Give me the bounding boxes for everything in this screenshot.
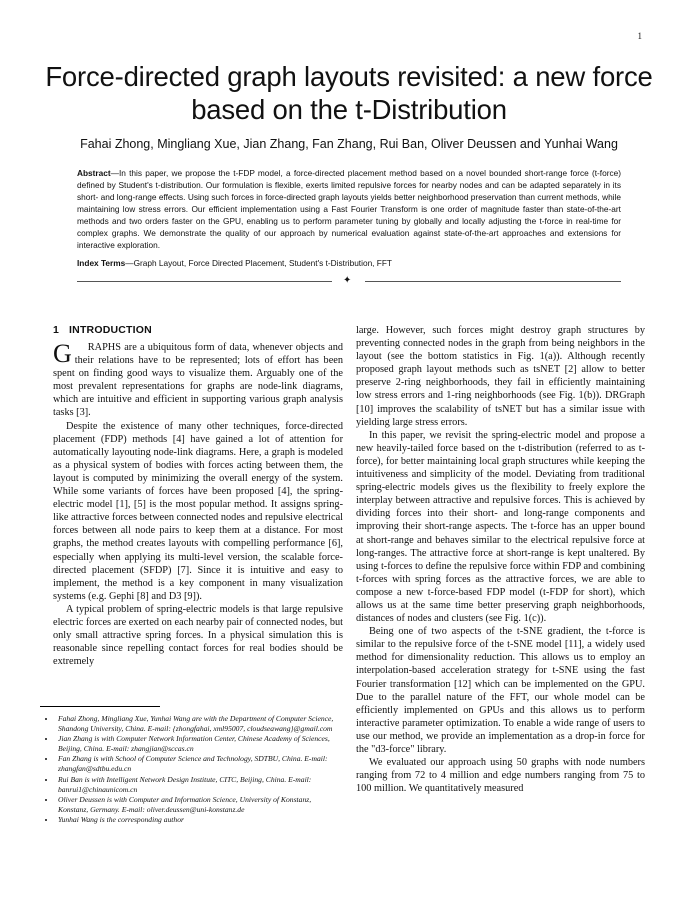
index-terms-label: Index Terms	[77, 258, 126, 268]
right-paragraph-4: We evaluated our approach using 50 graphs with node numbers ranging from 72 to 4 million and edge numbers ranging from 75 to 100 million. We quantitatively measured	[356, 757, 645, 795]
right-paragraph-1: large. However, such forces might destroy graph structures by preventing connected nodes in the graph from being neighbors in the layout (see the bottom statistics in Fig. 1(a)). Although recently proposed graph layout methods such as tsNET [2] allow to better preserve 2-ring neighborhoods, they fail in efficiently maintaining low stress errors and 1-ring neighborhoods (see Fig. 1(b)). DRGraph [10] improves the scalability of tsNET but has a similar issue with yielding large stress errors.	[356, 325, 645, 428]
drop-cap: G	[53, 339, 72, 368]
section-number: 1	[53, 324, 60, 336]
divider-line-left	[77, 281, 332, 282]
index-terms-text: —Graph Layout, Force Directed Placement, Student's t-Distribution, FFT	[125, 258, 392, 268]
footnote-item: • Fan Zhang is with School of Computer Science and Technology, SDTBU, China. E-mail: zhangfan@sdtbu.edu.cn	[56, 754, 343, 774]
index-terms	[77, 257, 621, 269]
footnote-item: • Oliver Deussen is with Computer and Information Science, University of Konstanz, Konstanz, Germany. E-mail: oliver.deussen@uni-konstanz.de	[56, 795, 343, 815]
abstract	[77, 167, 621, 251]
intro-paragraph-1-text: RAPHS are a ubiquitous form of data, whenever objects and their relations have to be represented; lots of effort has been spent on finding good ways to visualize them. Arguably one of the most prevalent representations for graphs are node-link diagrams, which are intuitive and efficient in supporting various graph analysis tasks [3].	[53, 342, 343, 419]
left-column	[53, 324, 343, 668]
page-number: 1	[637, 31, 642, 41]
footnotes	[40, 714, 343, 825]
section-divider	[0, 275, 698, 287]
intro-paragraph-2: Despite the existence of many other techniques, force-directed placement (FDP) methods [4] have gained a lot of attention for automatically layouting node-link diagrams. Here, a graph is modeled as a physical system of bodies with forces acting between them, the layout is computed by minimizing the overall energy of the system. While some variants of forces have been proposed [4], the spring-electric model [1], [5] is the most popular method. It assigns spring-like attractive forces between connected nodes and repulsive electrical forces between all node pairs to keep them at a distance. For most graphs, the method creates layouts with compelling performance [6], especially when applying its multi-level version, the scalable force-directed placement (SFDP) [7]. Since it is intuitive and easy to implement, the method is a key component in many visualization systems (e.g. Gephi [8] and D3 [9]).	[53, 420, 343, 602]
author-list: Fahai Zhong, Mingliang Xue, Jian Zhang, Fan Zhang, Rui Ban, Oliver Deussen and Yunhai Wang	[80, 137, 618, 151]
section-title: INTRODUCTION	[69, 324, 152, 336]
right-column	[356, 324, 645, 795]
abstract-label: Abstract	[77, 168, 111, 178]
right-paragraph-2: In this paper, we revisit the spring-electric model and propose a new heavily-tailed force based on the t-distribution (referred to as t-force), for better maintaining local graph structures while keeping the intuitiveness and simplicity of the model. Deviating from traditional spring-electric models gives us the flexibility to freely explore the interplay between attractive and repulsive forces. This is achieved by dividing forces into their short- and long-range components and improving their short-range aspects. The t-force has an upper bound at short-range and behaves similar to the electrical repulsive force at long-ranges. The attractive force at short-range is kept unaltered. By using t-forces to define the repulsive force within FDP and combining t-forces with spring forces as the attractive forces, we are able to compose a new t-force-based FDP model (t-FDP for short), which allows us at the same time better preserving graph neighborhoods, distances of nodes and clusters (see Fig. 1(c)).	[356, 429, 645, 625]
footnote-item: • Jian Zhang is with Computer Network Information Center, Chinese Academy of Sciences, Beijing, China. E-mail: zhangjian@sccas.cn	[56, 734, 343, 754]
abstract-text: —In this paper, we propose the t-FDP model, a force-directed placement method based on a novel bounded short-range force (t-force) defined by Student's t-distribution. Our formulation is flexible, exerts limited repulsive forces for nearby nodes and can be adapted separately in its short- and long-range effects. Using such forces in force-directed graph layouts yields better neighborhood preservation than current methods, while maintaining low stress errors. Our efficient implementation using a Fast Fourier Transform is one order of magnitude faster than state-of-the-art methods and two orders faster on the GPU, enabling us to perform parameter tuning by globally and locally adjusting the t-force in real-time for complex graphs. We demonstrate the quality of our approach by numerical evaluation against state-of-the-art approaches and extensions for interactive exploration.	[77, 168, 621, 250]
section-heading	[53, 324, 343, 336]
divider-diamond-icon: ✦	[343, 275, 352, 286]
footnote-item: • Yunhai Wang is the corresponding author	[56, 815, 343, 825]
footnote-rule	[40, 706, 160, 707]
footnote-item: • Fahai Zhong, Mingliang Xue, Yunhai Wang are with the Department of Computer Science, Shandong University, China. E-mail: {zhongfahai, xml95007, cloudseawang}@gmail.com	[56, 714, 343, 734]
intro-paragraph-1	[53, 341, 343, 420]
divider-line-right	[365, 281, 621, 282]
paper-title: Force-directed graph layouts revisited: a new force based on the t-Distribution	[45, 61, 653, 125]
right-paragraph-3: Being one of two aspects of the t-SNE gradient, the t-force is similar to the repulsive force of the t-SNE model [11], a widely used method for dimensionality reduction. This allows us to employ an interpolation-based acceleration strategy for t-SNE using the fast Fourier transformation [12] which can be implemented on the GPU. Due to the parallel nature of the FFT, our whole model can be efficiently implemented on GPUs and this allows us to perform interactive parameter optimization. To enable a wide range of users to use our method, we provide an implementation as a drop-in force for the "d3-force" library.	[356, 626, 645, 755]
intro-paragraph-3: A typical problem of spring-electric models is that large repulsive electric forces are exerted on each nearby pair of connected nodes, but only small attractive spring forces. In a physical simulation this is reasonable since repelling contact forces for real bodies should be extremely	[53, 603, 343, 668]
footnote-item: • Rui Ban is with Intelligent Network Design Institute, CITC, Beijing, China. E-mail: banrui1@chinaunicom.cn	[56, 775, 343, 795]
